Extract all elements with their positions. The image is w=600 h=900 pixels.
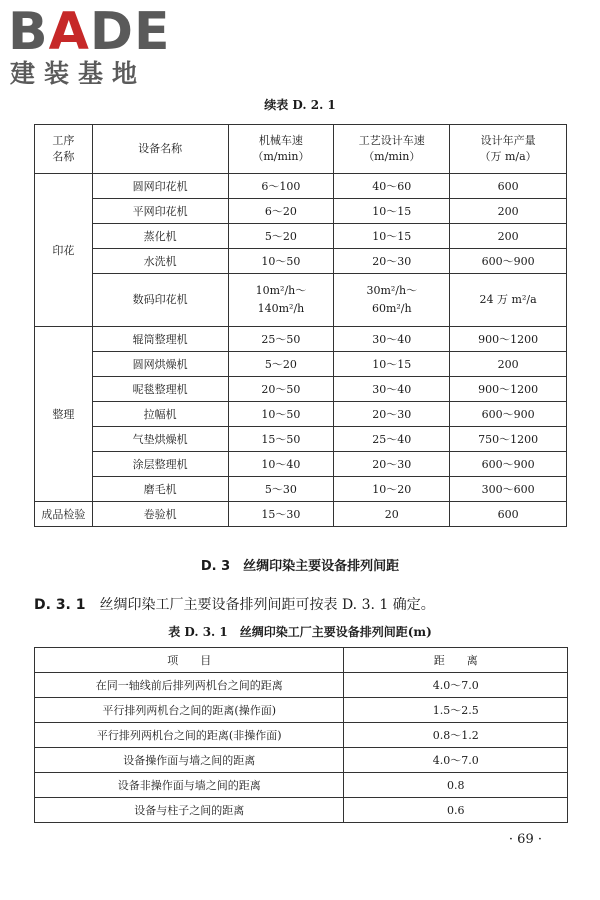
speed-cell: 5～20 — [228, 352, 334, 377]
speed-cell: 6～20 — [228, 199, 334, 224]
design-speed-cell — [334, 274, 450, 327]
equipment-cell: 辊筒整理机 — [92, 327, 228, 352]
table-row — [35, 352, 567, 377]
design-speed-cell: 20 — [334, 502, 450, 527]
header-process-line1: 工序 — [52, 134, 75, 147]
table-row — [35, 673, 568, 698]
equipment-cell: 涂层整理机 — [92, 452, 228, 477]
item-cell: 设备非操作面与墙之间的距离 — [35, 773, 344, 798]
process-cell: 印花 — [35, 174, 93, 327]
output-cell: 600 — [450, 174, 567, 199]
table2-caption: 表 D. 3. 1 丝绸印染工厂主要设备排列间距(m) — [168, 625, 432, 639]
table-row — [35, 427, 567, 452]
equipment-cell: 平网印花机 — [92, 199, 228, 224]
logo-brand — [8, 4, 178, 60]
distance-cell: 4.0～7.0 — [344, 748, 568, 773]
speed-cell: 10～40 — [228, 452, 334, 477]
table-row — [35, 773, 568, 798]
output-cell: 200 — [450, 224, 567, 249]
table-row — [35, 274, 567, 327]
design-speed-cell: 25～40 — [334, 427, 450, 452]
page-number: · 69 · — [508, 832, 542, 847]
equipment-cell: 卷验机 — [92, 502, 228, 527]
clause — [34, 594, 435, 614]
item-cell: 设备操作面与墙之间的距离 — [35, 748, 344, 773]
item-cell: 设备与柱子之间的距离 — [35, 798, 344, 823]
item-cell: 平行排列两机台之间的距离(操作面) — [35, 698, 344, 723]
output-cell: 600～900 — [450, 402, 567, 427]
equipment-speed-table — [34, 124, 567, 527]
process-cell: 整理 — [35, 327, 93, 502]
equipment-cell: 拉幅机 — [92, 402, 228, 427]
table-header-row — [35, 125, 567, 174]
logo-brand-suffix: DE — [89, 2, 171, 62]
design-speed-cell: 20～30 — [334, 402, 450, 427]
header-design-speed-line1: 工艺设计车速 — [358, 134, 425, 147]
speed-cell: 5～20 — [228, 224, 334, 249]
item-cell: 在同一轴线前后排列两机台之间的距离 — [35, 673, 344, 698]
equipment-spacing-table — [34, 647, 568, 823]
speed-cell: 10～50 — [228, 249, 334, 274]
table-row — [35, 199, 567, 224]
speed-cell — [228, 274, 334, 327]
table-row — [35, 249, 567, 274]
output-cell: 200 — [450, 352, 567, 377]
table-row — [35, 452, 567, 477]
header-speed-line2: （m/min） — [252, 150, 310, 163]
output-cell: 900～1200 — [450, 377, 567, 402]
logo-subtitle: 建装基地 — [10, 59, 147, 88]
header-process — [35, 125, 93, 174]
output-cell: 600 — [450, 502, 567, 527]
speed-cell: 15～30 — [228, 502, 334, 527]
header-design-speed — [334, 125, 450, 174]
process-cell: 成品检验 — [35, 502, 93, 527]
logo — [8, 4, 178, 88]
output-cell: 750～1200 — [450, 427, 567, 452]
table-row — [35, 477, 567, 502]
output-cell: 300～600 — [450, 477, 567, 502]
distance-cell: 0.8～1.2 — [344, 723, 568, 748]
table-row — [35, 402, 567, 427]
clause-text: 丝绸印染工厂主要设备排列间距可按表 D. 3. 1 确定。 — [99, 597, 435, 613]
equipment-cell: 圆网烘燥机 — [92, 352, 228, 377]
table-row — [35, 174, 567, 199]
table-row — [35, 502, 567, 527]
equipment-cell: 呢毯整理机 — [92, 377, 228, 402]
header-item: 项 目 — [35, 648, 344, 673]
design-speed-cell: 30～40 — [334, 377, 450, 402]
speed-cell: 25～50 — [228, 327, 334, 352]
header-speed — [228, 125, 334, 174]
design-speed-cell: 20～30 — [334, 452, 450, 477]
table-row — [35, 224, 567, 249]
design-speed-cell: 10～15 — [334, 352, 450, 377]
design-speed-line1: 30m²/h～ — [366, 284, 418, 297]
equipment-cell: 水洗机 — [92, 249, 228, 274]
logo-brand-accent: A — [48, 2, 90, 62]
design-speed-line2: 60m²/h — [371, 302, 412, 315]
header-output-line2: （万 m/a） — [479, 150, 537, 163]
header-equipment: 设备名称 — [92, 125, 228, 174]
header-distance: 距 离 — [344, 648, 568, 673]
table1-caption: 续表 D. 2. 1 — [264, 98, 336, 112]
output-cell: 200 — [450, 199, 567, 224]
logo-brand-prefix: B — [8, 2, 49, 62]
design-speed-cell: 40～60 — [334, 174, 450, 199]
equipment-cell: 气垫烘燥机 — [92, 427, 228, 452]
distance-cell: 1.5～2.5 — [344, 698, 568, 723]
table-row — [35, 723, 568, 748]
speed-cell: 6～100 — [228, 174, 334, 199]
table-row — [35, 377, 567, 402]
design-speed-cell: 20～30 — [334, 249, 450, 274]
speed-cell: 15～50 — [228, 427, 334, 452]
distance-cell: 4.0～7.0 — [344, 673, 568, 698]
output-cell: 900～1200 — [450, 327, 567, 352]
item-cell: 平行排列两机台之间的距离(非操作面) — [35, 723, 344, 748]
table-row — [35, 327, 567, 352]
equipment-cell: 磨毛机 — [92, 477, 228, 502]
output-cell: 24 万 m²/a — [450, 274, 567, 327]
header-process-line2: 名称 — [52, 150, 75, 163]
output-cell: 600～900 — [450, 452, 567, 477]
speed-cell: 10～50 — [228, 402, 334, 427]
clause-number: D. 3. 1 — [34, 597, 86, 613]
equipment-cell: 蒸化机 — [92, 224, 228, 249]
speed-cell: 5～30 — [228, 477, 334, 502]
distance-cell: 0.6 — [344, 798, 568, 823]
header-design-speed-line2: （m/min） — [363, 150, 421, 163]
speed-line1: 10m²/h～ — [255, 284, 307, 297]
table-row — [35, 798, 568, 823]
speed-cell: 20～50 — [228, 377, 334, 402]
header-speed-line1: 机械车速 — [258, 134, 303, 147]
speed-line2: 140m²/h — [257, 302, 305, 315]
table-row — [35, 698, 568, 723]
distance-cell: 0.8 — [344, 773, 568, 798]
section-title: D. 3 丝绸印染主要设备排列间距 — [200, 559, 400, 574]
design-speed-cell: 10～20 — [334, 477, 450, 502]
header-output — [450, 125, 567, 174]
table-header-row — [35, 648, 568, 673]
design-speed-cell: 10～15 — [334, 199, 450, 224]
design-speed-cell: 10～15 — [334, 224, 450, 249]
output-cell: 600～900 — [450, 249, 567, 274]
equipment-cell: 圆网印花机 — [92, 174, 228, 199]
equipment-cell: 数码印花机 — [92, 274, 228, 327]
table-row — [35, 748, 568, 773]
header-output-line1: 设计年产量 — [480, 134, 536, 147]
design-speed-cell: 30～40 — [334, 327, 450, 352]
